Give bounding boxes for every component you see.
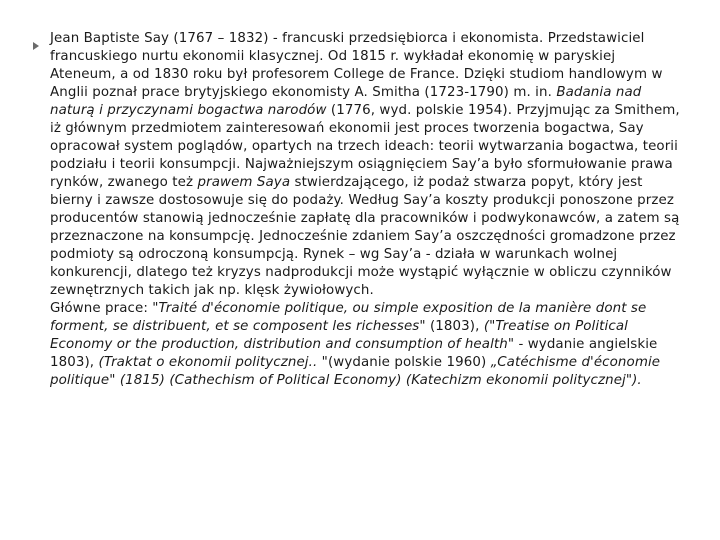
works-title-treatise: Traité d'économie politique, ou simple exposition de la manière dont se forment, se distribuent, et se composent les richesses: [50, 301, 647, 334]
says-law-term: prawem Saya: [197, 175, 291, 190]
slide-body-text: [50, 30, 680, 390]
bullet-arrow-icon: [33, 42, 39, 50]
works-text-4: (wydanie polskie 1960): [327, 355, 491, 370]
works-title-catechism-translations: (Cathechism of Political Economy) (Katechizm ekonomii politycznej").: [169, 373, 642, 388]
smith-book-title: Badania nad naturą i przyczynami bogactwa narodów: [50, 85, 642, 118]
works-title-polish: (Traktat o ekonomii politycznej.. ": [98, 355, 328, 370]
biography-paragraph: [50, 30, 680, 300]
works-title-english: ("Treatise on Political Economy or the production, distribution and consumption of health": [50, 319, 628, 352]
works-text-3: - wydanie angielskie 1803),: [50, 337, 658, 370]
main-works-paragraph: [50, 300, 680, 390]
biography-text-1: Jean Baptiste Say (1767 – 1832) - francuski przedsiębiorca i ekonomista. Przedstawiciel francuskiego nurtu ekonomii klasycznej. Od 1815 r. wykładał ekonomię w paryskiej Ateneum, a od 1830 roku był profesorem College de France. Dzięki studiom handlowym w Anglii poznał prace brytyjskiego ekonomisty A. Smitha (1723-1790) m. in.: [50, 31, 663, 100]
biography-text-2: (1776, wyd. polskie 1954). Przyjmując za Smithem, iż głównym przedmiotem zainteresowań ekonomii jest proces tworzenia bogactwa, Say opracował system poglądów, opartych na trzech ideach: teorii wytwarzania bogactwa, teorii podziału i teorii konsumpcji. Najważniejszym osiągnięciem Say’a było sformułowanie prawa rynków, zwanego też: [50, 103, 680, 190]
works-text-1: Główne prace: ": [50, 301, 159, 316]
works-text-2: " (1803),: [419, 319, 484, 334]
biography-text-3: stwierdzającego, iż podaż stwarza popyt, który jest bierny i zawsze dostosowuje się do podaży. Według Say’a koszty produkcji ponoszone przez producentów stanowią jednocześnie zapłatę dla pracowników i podwykonawców, a zatem są przeznaczone na konsumpcję. Jednocześnie zdaniem Say’a oszczędności gromadzone przez podmioty są odroczoną konsumpcją. Rynek – wg Say’a - działa w warunkach wolnej konkurencji, dlatego też kryzys nadprodukcji może wystąpić wyłącznie w obliczu czynników zewnętrznych takich jak np. klęsk żywiołowych.: [50, 175, 680, 298]
works-title-catechism: „Catéchisme d'économie politique" (1815): [50, 355, 661, 388]
